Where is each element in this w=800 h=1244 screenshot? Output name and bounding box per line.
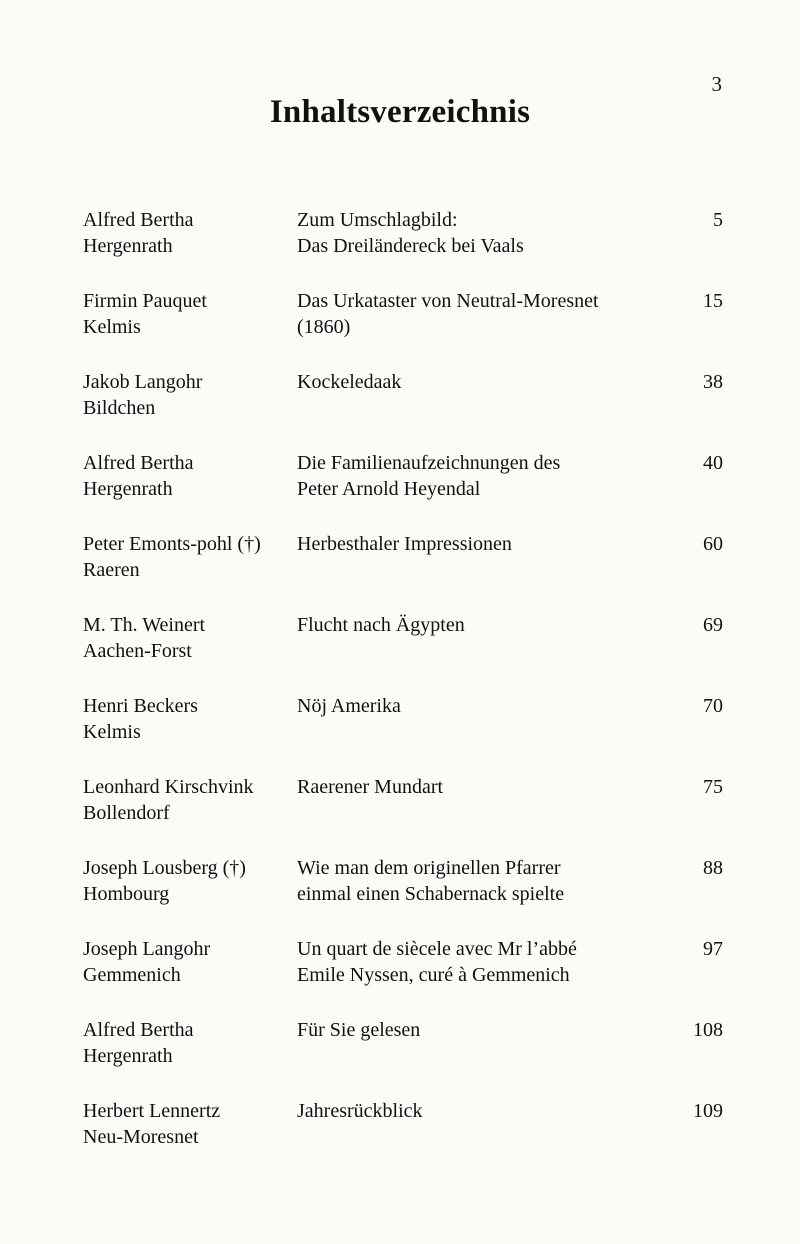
entry-author-block [83,450,293,502]
entry-place: Aachen-Forst [83,640,192,662]
entry-place: Gemmenich [83,964,181,986]
entry-title-line: (1860) [297,316,351,338]
entry-place: Bildchen [83,397,156,419]
entry-title-line: Das Dreiländereck bei Vaals [297,235,524,257]
entry-title-line: Flucht nach Ägypten [297,614,465,636]
entry-author: Joseph Langohr [83,938,211,960]
entry-author-block [83,1098,293,1150]
entry-author: Firmin Pauquet [83,290,207,312]
entry-title-line: Das Urkataster von Neutral-Moresnet [297,290,599,312]
entry-title-line: Peter Arnold Heyendal [297,478,481,500]
entry-title-block [297,288,677,340]
entry-author-block [83,207,293,259]
entry-title-line: einmal einen Schabernack spielte [297,883,565,905]
entry-place: Neu-Moresnet [83,1126,199,1148]
toc-entry [83,531,723,612]
entry-author: Alfred Bertha [83,452,194,474]
toc-entry [83,774,723,855]
entry-title-line: Jahresrückblick [297,1100,423,1122]
entry-title-line: Raerener Mundart [297,776,444,798]
entry-title-block [297,369,677,395]
entry-title-block [297,1098,677,1124]
entry-author: Herbert Lennertz [83,1100,221,1122]
entry-title-block [297,693,677,719]
entry-place: Kelmis [83,721,141,743]
entry-title-block [297,774,677,800]
entry-page-number: 5 [713,209,723,231]
entry-page-number: 75 [703,776,723,798]
entry-page-number: 97 [703,938,723,960]
entry-place: Bollendorf [83,802,170,824]
entry-title-block [297,450,677,502]
entry-title-line: Herbesthaler Impressionen [297,533,512,555]
entry-place: Kelmis [83,316,141,338]
entry-place: Hergenrath [83,478,173,500]
entry-page-number: 70 [703,695,723,717]
entry-place: Hergenrath [83,235,173,257]
entry-title-block [297,207,677,259]
entry-title-line: Für Sie gelesen [297,1019,421,1041]
entry-author: M. Th. Weinert [83,614,206,636]
entry-author-block [83,855,293,907]
entry-author: Henri Beckers [83,695,198,717]
entry-author-block [83,612,293,664]
entry-author-block [83,1017,293,1069]
entry-title-line: Kockeledaak [297,371,402,393]
entry-author-block [83,693,293,745]
toc-entry [83,693,723,774]
entry-author-block [83,531,293,583]
entry-author-block [83,288,293,340]
toc-entry [83,369,723,450]
entry-title-line: Emile Nyssen, curé à Gemmenich [297,964,570,986]
entry-author-block [83,369,293,421]
entry-page-number: 108 [693,1019,723,1041]
entry-page-number: 60 [703,533,723,555]
entry-title-line: Zum Umschlagbild: [297,209,458,231]
entry-author: Alfred Bertha [83,1019,194,1041]
entry-author-block [83,774,293,826]
page-title: Inhaltsverzeichnis [269,94,531,130]
entry-author-block [83,936,293,988]
toc-entry [83,936,723,1017]
toc-entry [83,1017,723,1098]
entry-page-number: 88 [703,857,723,879]
entry-page-number: 38 [703,371,723,393]
entry-page-number: 69 [703,614,723,636]
entry-page-number: 40 [703,452,723,474]
entry-title-block [297,612,677,638]
entry-title-block [297,936,677,988]
entry-place: Raeren [83,559,140,581]
entry-place: Hombourg [83,883,170,905]
toc-entry [83,288,723,369]
entry-title-line: Die Familienaufzeichnungen des [297,452,561,474]
entry-author: Joseph Lousberg (†) [83,857,246,879]
entry-title-line: Un quart de siècele avec Mr l’abbé [297,938,577,960]
entry-author: Jakob Langohr [83,371,203,393]
toc-entry [83,612,723,693]
entry-author: Leonhard Kirschvink [83,776,254,798]
entry-page-number: 15 [703,290,723,312]
toc-entry [83,1098,723,1179]
entry-place: Hergenrath [83,1045,173,1067]
toc-entry [83,450,723,531]
entry-author: Alfred Bertha [83,209,194,231]
entry-title-block [297,855,677,907]
entry-page-number: 109 [693,1100,723,1122]
entry-title-line: Wie man dem originellen Pfarrer [297,857,561,879]
entry-title-block [297,531,677,557]
entry-author: Peter Emonts-pohl (†) [83,533,261,555]
toc-entry [83,855,723,936]
page-number: 3 [711,72,722,96]
entry-title-line: Nöj Amerika [297,695,401,717]
table-of-contents [83,207,723,1179]
toc-entry [83,207,723,288]
entry-title-block [297,1017,677,1043]
